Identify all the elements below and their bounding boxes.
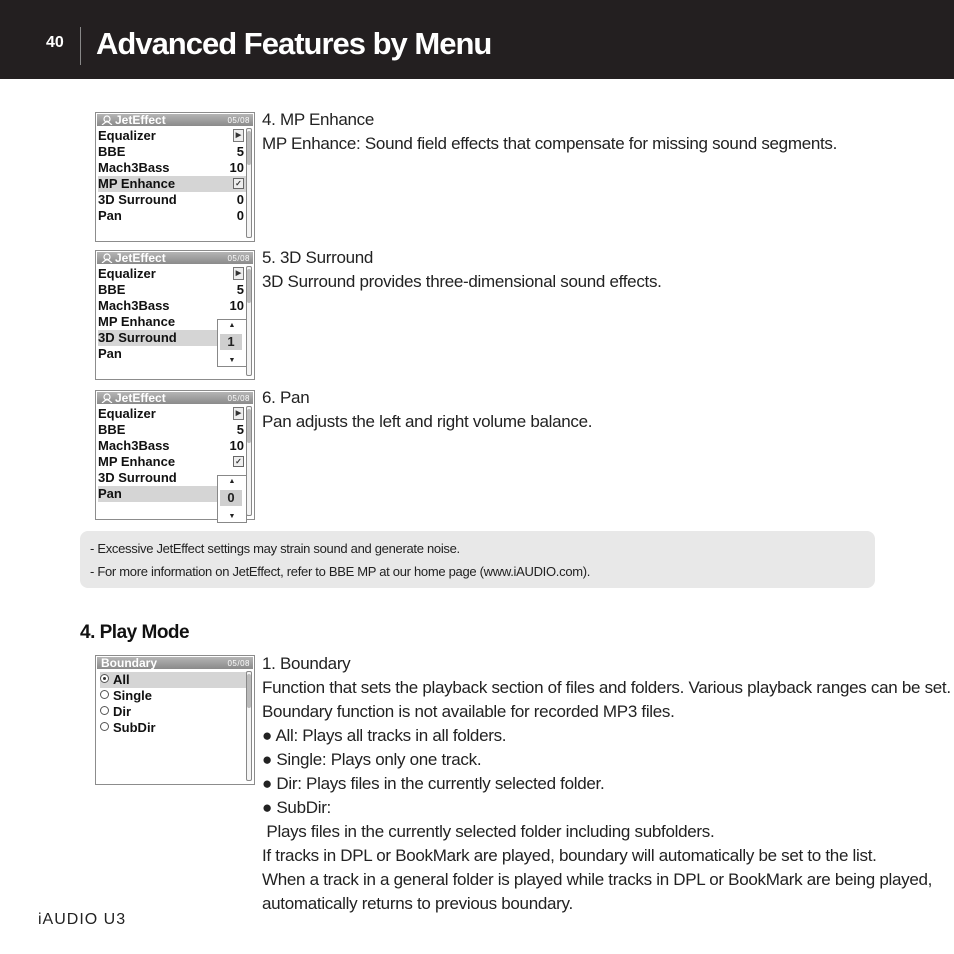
boundary-option-subdir[interactable]: SubDir — [100, 720, 247, 736]
menu-row-mach3bass[interactable]: Mach3Bass 10 — [98, 298, 244, 313]
menu-row-3d-surround[interactable]: 3D Surround 0 — [98, 192, 244, 207]
note-line-2: - For more information on JetEffect, refer to BBE MP at our home page (www.iAUDIO.com). — [90, 564, 591, 579]
menu-row-pan[interactable]: Pan — [98, 486, 247, 502]
screen-page-indicator: 05/08 — [227, 254, 250, 263]
boundary-line: Function that sets the playback section of files and folders. Various playback ranges can be set. — [262, 678, 951, 697]
mp-enhance-heading: 4. MP Enhance — [262, 110, 375, 129]
spinner-down-arrow-icon[interactable]: ▼ — [228, 357, 236, 364]
value-spinner[interactable] — [217, 319, 247, 367]
scrollbar[interactable] — [246, 406, 252, 516]
spinner-up-arrow-icon[interactable]: ▲ — [228, 322, 236, 329]
scrollbar-thumb[interactable] — [247, 269, 251, 303]
menu-row-pan[interactable]: Pan — [98, 346, 122, 361]
menu-row-mach3bass[interactable]: Mach3Bass 10 — [98, 160, 244, 175]
jeteffect-screen-3d-surround — [95, 250, 255, 380]
jeteffect-icon — [101, 115, 113, 125]
pan-description — [262, 386, 592, 434]
mp-enhance-description — [262, 108, 837, 156]
menu-row-mp-enhance[interactable]: MP Enhance ✓ — [98, 454, 247, 470]
menu-row-mp-enhance[interactable]: MP Enhance ✓ — [98, 176, 247, 192]
spinner-value: 1 — [220, 334, 242, 350]
screen-title: JetEffect — [115, 251, 166, 265]
screen-titlebar — [97, 114, 253, 126]
checkbox-checked-icon[interactable]: ✓ — [233, 178, 244, 189]
menu-row-bbe[interactable]: BBE 5 — [98, 422, 244, 437]
boundary-line: Boundary function is not available for recorded MP3 files. — [262, 702, 675, 721]
page-header — [0, 0, 954, 79]
scrollbar[interactable] — [246, 671, 252, 781]
page-title: Advanced Features by Menu — [96, 26, 492, 61]
footer-model-name: iAUDIO U3 — [38, 911, 127, 928]
submenu-arrow-icon: ▶ — [233, 129, 244, 142]
3d-surround-description — [262, 246, 662, 294]
screen-titlebar — [97, 392, 253, 404]
screen-titlebar — [97, 657, 253, 669]
menu-row-pan[interactable]: Pan 0 — [98, 208, 244, 223]
boundary-option-single[interactable]: Single — [100, 688, 247, 704]
boundary-line: Plays files in the currently selected folder including subfolders. — [262, 822, 715, 841]
boundary-line: If tracks in DPL or BookMark are played, boundary will automatically be set to the list. — [262, 846, 877, 865]
submenu-arrow-icon: ▶ — [233, 267, 244, 280]
boundary-line: When a track in a general folder is played while tracks in DPL or BookMark are being played, — [262, 870, 933, 889]
menu-row-equalizer[interactable]: Equalizer ▶ — [98, 128, 247, 144]
note-box — [80, 531, 875, 588]
radio-icon[interactable] — [100, 690, 109, 699]
jeteffect-screen-mp-enhance — [95, 112, 255, 242]
jeteffect-screen-pan — [95, 390, 255, 520]
boundary-bullet-all: ● All: Plays all tracks in all folders. — [262, 726, 507, 745]
boundary-option-all[interactable]: All — [100, 672, 247, 688]
radio-icon[interactable] — [100, 722, 109, 731]
jeteffect-icon — [101, 393, 113, 403]
checkbox-checked-icon[interactable]: ✓ — [233, 456, 244, 467]
menu-row-mp-enhance[interactable]: MP Enhance — [98, 314, 176, 329]
scrollbar-thumb[interactable] — [247, 409, 251, 443]
radio-icon[interactable] — [100, 706, 109, 715]
menu-row-equalizer[interactable]: Equalizer ▶ — [98, 406, 247, 422]
spinner-down-arrow-icon[interactable]: ▼ — [228, 513, 236, 520]
screen-title: JetEffect — [115, 391, 166, 405]
3d-surround-text: 3D Surround provides three-dimensional sound effects. — [262, 272, 662, 291]
spinner-up-arrow-icon[interactable]: ▲ — [228, 478, 236, 485]
boundary-option-dir[interactable]: Dir — [100, 704, 247, 720]
boundary-description — [262, 652, 951, 916]
spinner-value: 0 — [220, 490, 242, 506]
screen-page-indicator: 05/08 — [227, 394, 250, 403]
menu-row-equalizer[interactable]: Equalizer ▶ — [98, 266, 247, 282]
header-divider — [80, 27, 81, 65]
menu-row-mach3bass[interactable]: Mach3Bass 10 — [98, 438, 244, 453]
pan-heading: 6. Pan — [262, 388, 310, 407]
mp-enhance-text: MP Enhance: Sound field effects that compensate for missing sound segments. — [262, 134, 838, 153]
screen-title: JetEffect — [115, 113, 166, 127]
jeteffect-icon — [101, 253, 113, 263]
note-line-1: - Excessive JetEffect settings may strain sound and generate noise. — [90, 541, 460, 556]
boundary-bullet-single: ● Single: Plays only one track. — [262, 750, 482, 769]
scrollbar-thumb[interactable] — [247, 131, 251, 165]
screen-page-indicator: 05/08 — [227, 659, 250, 668]
boundary-screen — [95, 655, 255, 785]
screen-titlebar — [97, 252, 253, 264]
menu-row-bbe[interactable]: BBE 5 — [98, 282, 244, 297]
menu-row-3d-surround[interactable]: 3D Surround — [98, 470, 177, 485]
3d-surround-heading: 5. 3D Surround — [262, 248, 374, 267]
menu-row-3d-surround[interactable]: 3D Surround — [98, 330, 247, 346]
scrollbar[interactable] — [246, 128, 252, 238]
boundary-heading: 1. Boundary — [262, 654, 351, 673]
page-number: 40 — [46, 34, 64, 51]
submenu-arrow-icon: ▶ — [233, 407, 244, 420]
section-title-play-mode: 4. Play Mode — [80, 622, 190, 643]
screen-title: Boundary — [101, 656, 158, 670]
screen-page-indicator: 05/08 — [227, 116, 250, 125]
boundary-bullet-subdir: ● SubDir: — [262, 798, 331, 817]
scrollbar-thumb[interactable] — [247, 674, 251, 708]
scrollbar[interactable] — [246, 266, 252, 376]
menu-row-bbe[interactable]: BBE 5 — [98, 144, 244, 159]
pan-text: Pan adjusts the left and right volume balance. — [262, 412, 593, 431]
boundary-line: automatically returns to previous boundary. — [262, 894, 573, 913]
boundary-bullet-dir: ● Dir: Plays files in the currently selected folder. — [262, 774, 605, 793]
radio-selected-icon[interactable] — [100, 674, 109, 683]
value-spinner[interactable] — [217, 475, 247, 523]
